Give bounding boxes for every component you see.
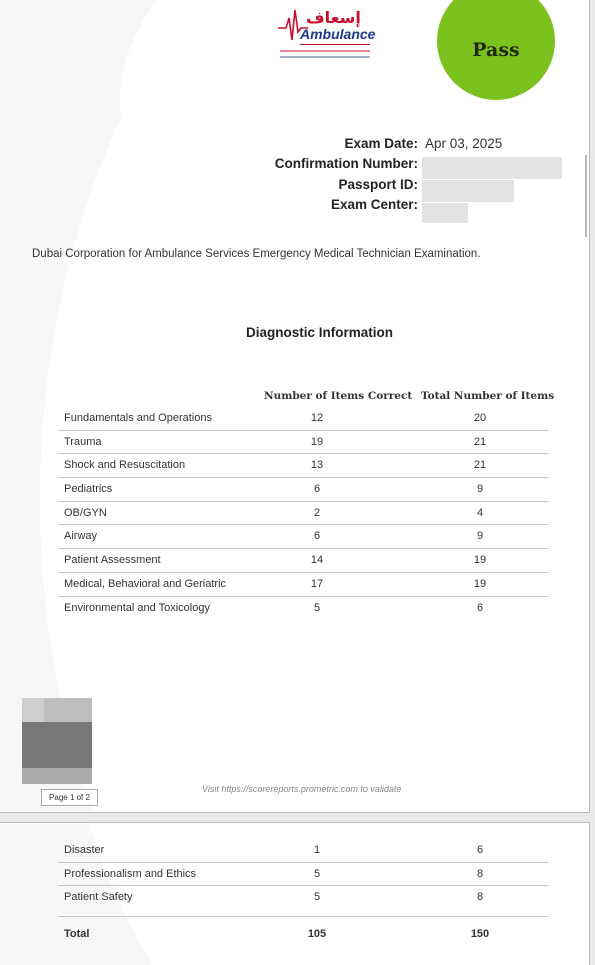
row-correct: 17 <box>310 577 324 590</box>
table-row <box>58 478 548 502</box>
table-row <box>58 839 548 863</box>
row-correct: 14 <box>310 554 324 567</box>
exam-date-row <box>200 136 590 156</box>
row-total: 21 <box>473 435 487 448</box>
redacted-passport <box>422 180 514 202</box>
table-row <box>58 863 548 887</box>
row-correct: 13 <box>310 459 324 472</box>
row-correct: 6 <box>313 530 321 543</box>
diagnostic-table-continued <box>58 839 548 909</box>
column-header-correct: Number of Items Correct <box>264 390 413 402</box>
scrollbar[interactable] <box>585 155 587 237</box>
total-correct: 105 <box>307 928 327 940</box>
row-correct: 6 <box>313 483 321 496</box>
table-row <box>58 597 548 620</box>
row-total: 19 <box>473 577 487 590</box>
row-total: 19 <box>473 554 487 567</box>
row-category: Shock and Resuscitation <box>64 459 186 472</box>
exam-date-value: Apr 03, 2025 <box>425 136 503 151</box>
redacted-confirmation <box>422 157 562 179</box>
table-row <box>58 502 548 526</box>
table-row <box>58 886 548 909</box>
confirmation-label: Confirmation Number: <box>274 156 418 171</box>
row-total: 6 <box>476 844 484 856</box>
passport-row <box>200 177 590 197</box>
table-row <box>58 407 548 431</box>
row-total: 9 <box>476 530 484 543</box>
exam-center-row <box>200 197 590 217</box>
validate-text: Visit https://scorereports.prometric.com to validate <box>202 784 402 794</box>
exam-center-label: Exam Center: <box>330 197 418 212</box>
row-category: Airway <box>64 530 98 543</box>
row-category: Trauma <box>64 435 102 448</box>
row-total: 6 <box>476 601 484 614</box>
logo-name-text: Ambulance <box>300 26 376 42</box>
row-category: OB/GYN <box>64 506 107 519</box>
row-total: 9 <box>476 483 484 496</box>
table-row <box>58 573 548 597</box>
row-correct: 5 <box>313 891 321 904</box>
row-total: 20 <box>473 412 487 424</box>
row-category: Medical, Behavioral and Geriatric <box>64 577 227 590</box>
row-total: 8 <box>476 867 484 880</box>
total-label: Total <box>64 928 90 940</box>
table-row <box>58 549 548 573</box>
qr-code-redacted <box>22 698 92 784</box>
row-total: 21 <box>473 459 487 472</box>
pass-badge-label: Pass <box>472 39 520 61</box>
table-row <box>58 525 548 549</box>
column-header-total: Total Number of Items <box>421 390 555 402</box>
row-category: Fundamentals and Operations <box>64 412 212 424</box>
exam-date-label: Exam Date: <box>344 136 418 151</box>
row-total: 4 <box>476 506 484 519</box>
row-category: Environmental and Toxicology <box>64 601 210 614</box>
diagnostic-table <box>58 407 548 619</box>
logo-arabic-text: إسعاف <box>306 8 361 27</box>
row-correct: 2 <box>313 506 321 519</box>
row-total: 8 <box>476 891 484 904</box>
row-category: Disaster <box>64 844 105 856</box>
passport-label: Passport ID: <box>338 177 418 192</box>
row-correct: 5 <box>313 601 321 614</box>
total-items: 150 <box>470 928 490 940</box>
exam-description: Dubai Corporation for Ambulance Services Emergency Medical Technician Examination. <box>32 248 481 260</box>
row-correct: 12 <box>310 412 324 424</box>
total-row <box>58 916 548 947</box>
table-row <box>58 454 548 478</box>
row-category: Professionalism and Ethics <box>64 867 197 880</box>
row-correct: 1 <box>313 844 321 856</box>
table-row <box>58 431 548 455</box>
diagnostic-information-title: Diagnostic Information <box>245 325 393 340</box>
row-correct: 19 <box>310 435 324 448</box>
row-category: Patient Safety <box>64 891 133 904</box>
page-indicator: Page 1 of 2 <box>41 789 98 806</box>
row-correct: 5 <box>313 867 321 880</box>
ambulance-logo <box>278 6 376 64</box>
row-category: Patient Assessment <box>64 554 161 567</box>
redacted-exam-center <box>422 203 468 223</box>
row-category: Pediatrics <box>64 483 113 496</box>
